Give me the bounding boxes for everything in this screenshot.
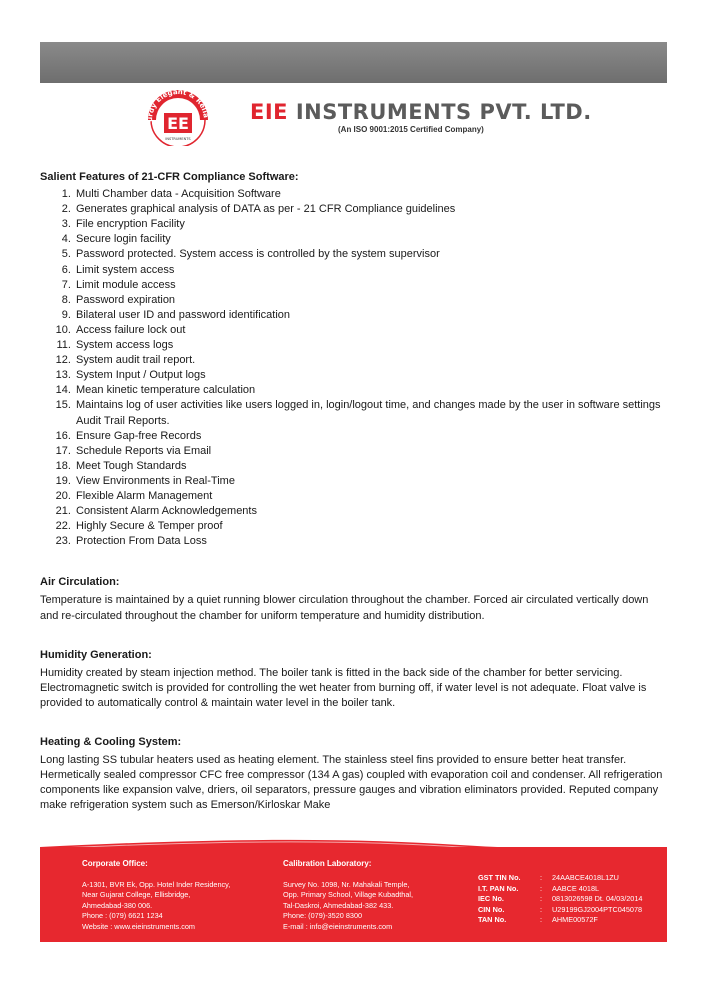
feature-item: 13. System Input / Output logs [74,368,667,383]
company-logo [138,86,218,146]
corporate-phone: Phone : (079) 6621 1234 [82,911,163,921]
feature-item: 14. Mean kinetic temperature calculation [74,383,667,398]
feature-item: 15. Maintains log of user activities like users logged in, login/logout time, and changes made by the user in software settings Audit Trail Reports. [74,398,667,428]
calibration-line: Survey No. 1098, Nr. Mahakali Temple, [283,879,410,889]
heating-title: Heating & Cooling System: [40,736,182,748]
calibration-email[interactable]: E-mail : info@eieinstruments.com [283,921,393,931]
registration-key: TAN No. [478,915,507,925]
features-list [40,187,667,549]
feature-item: 7. Limit module access [74,278,667,293]
feature-item: 16. Ensure Gap-free Records [74,429,667,444]
registration-numbers [478,873,642,926]
feature-item: 1. Multi Chamber data - Acquisition Software [74,187,667,202]
calibration-title: Calibration Laboratory: [283,859,372,868]
registration-row: IEC No. : 0813026598 Dt. 04/03/2014 [478,894,643,904]
footer [40,847,667,942]
header-band [40,42,667,83]
registration-key: IEC No. [478,894,504,904]
feature-item: 17. Schedule Reports via Email [74,444,667,459]
feature-item: 4. Secure login facility [74,232,667,247]
corporate-website[interactable]: Website : www.eieinstruments.com [82,921,196,931]
feature-item: 5. Password protected. System access is controlled by the system supervisor [74,247,667,262]
feature-item: 6. Limit system access [74,263,667,278]
corporate-title: Corporate Office: [82,859,148,868]
corporate-line: Near Gujarat College, Ellisbridge, [82,890,191,900]
company-name [250,100,592,124]
feature-item: 10. Access failure lock out [74,323,667,338]
calibration-phone: Phone: (079)-3520 8300 [283,911,363,921]
humidity-text: Humidity created by steam injection method. The boiler tank is fitted in the back side of the chamber for better servicing. Electromagnetic switch is provided for controlling the wet heater from burning off, if water level is not adequate. Float valve is provided to automatically control & maintain water level in the boiler tank. [40,666,647,709]
registration-value: 0813026598 Dt. 04/03/2014 [552,894,643,904]
registration-row: TAN No. : AHME00572F [478,915,598,925]
logo-letters: EE [167,114,189,133]
feature-item: 11. System access logs [74,338,667,353]
calibration-lab [283,859,413,933]
logo-small-text: INSTRUMENTS [165,137,191,141]
feature-item: 18. Meet Tough Standards [74,459,667,474]
heating-text: Long lasting SS tubular heaters used as heating element. The stainless steel fins provided to ensure better heat transfer. Hermetically sealed compressor CFC free compressor (134 A gas) coupled with evaporation coil and condenser. All refrigeration components like expansion valve, driers, oil separators, pressure gauges and vibration eliminators provided. Reputed company make refrigeration system such as Emerson/Kirloskar Make [40,754,663,812]
document-body [40,170,667,813]
corporate-line: Ahmedabad-380 006. [82,900,153,910]
iso-tagline: (An ISO 9001:2015 Certified Company) [338,125,484,134]
feature-item: 22. Highly Secure & Temper proof [74,519,667,534]
air-circulation-text: Temperature is maintained by a quiet running blower circulation throughout the chamber. Forced air circulated vertically down and re-circulated throughout the chamber for uniform temperature and humidity distribution. [40,594,649,622]
registration-value: 24AABCE4018L1ZU [552,873,619,882]
feature-item: 21. Consistent Alarm Acknowledgements [74,504,667,519]
brand-prefix: EIE [250,100,289,124]
calibration-line: Opp. Primary School, Village Kubadthal, [283,890,414,900]
logo-ring-text: urdy Elegant & Relia [145,87,210,122]
feature-item: 12. System audit trail report. [74,353,667,368]
registration-row: I.T. PAN No. : AABCE 4018L [478,883,600,893]
air-circulation-title: Air Circulation: [40,576,120,589]
registration-key: CIN No. [478,904,505,914]
brand-rest: INSTRUMENTS PVT. LTD. [288,100,592,124]
registration-row: CIN No. : U29199GJ2004PTC045078 [478,904,643,914]
calibration-line: Tal-Daskroi, Ahmedabad-382 433. [283,900,394,910]
brand-block [250,100,592,134]
corporate-line: A-1301, BVR Ek, Opp. Hotel Inder Residency, [82,879,231,889]
registration-row: GST TIN No. : 24AABCE4018L1ZU [478,873,619,882]
registration-value: AHME00572F [552,915,598,925]
features-title: Salient Features of 21-CFR Compliance Software: [40,171,299,183]
corporate-office [82,859,230,933]
feature-item: 2. Generates graphical analysis of DATA as per - 21 CFR Compliance guidelines [74,202,667,217]
feature-item: 9. Bilateral user ID and password identification [74,308,667,323]
registration-key: I.T. PAN No. [478,883,519,893]
registration-value: AABCE 4018L [552,883,600,893]
feature-item: 23. Protection From Data Loss [74,534,667,549]
feature-item: 3. File encryption Facility [74,217,667,232]
feature-item: 19. View Environments in Real-Time [74,474,667,489]
feature-item: 20. Flexible Alarm Management [74,489,667,504]
feature-item: 8. Password expiration [74,293,667,308]
registration-value: U29199GJ2004PTC045078 [552,904,643,914]
humidity-title: Humidity Generation: [40,648,152,661]
registration-key: GST TIN No. [478,873,521,882]
